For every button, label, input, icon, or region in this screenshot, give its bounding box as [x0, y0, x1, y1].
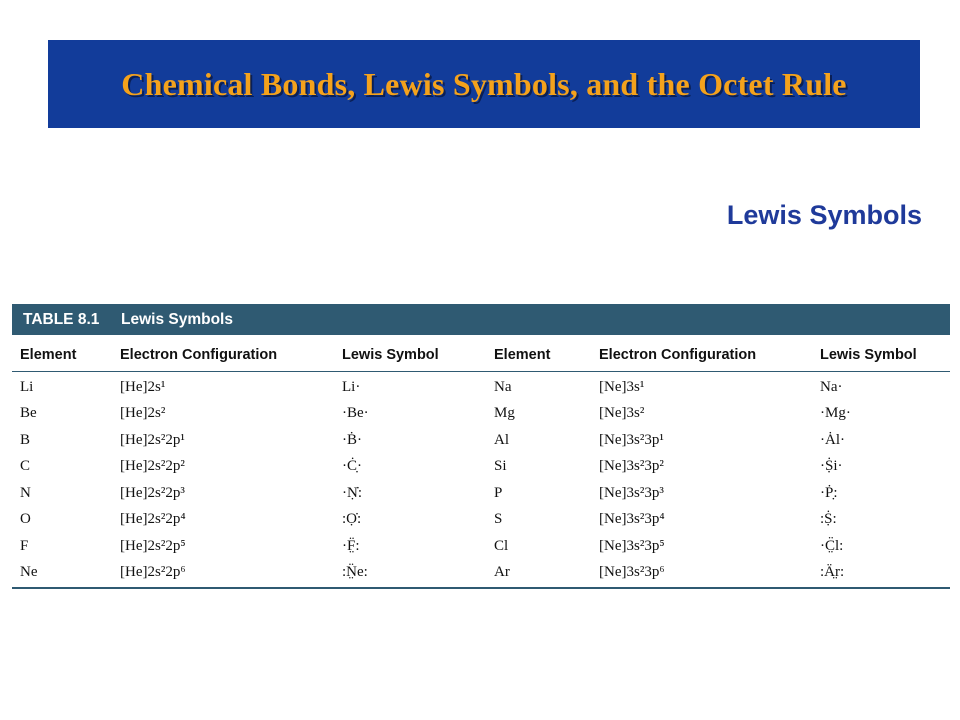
- config-cell: [He]2s²2p⁵: [120, 537, 186, 554]
- element-cell: C: [20, 458, 31, 475]
- column-header: Lewis Symbol: [342, 335, 494, 372]
- table-row: [12, 372, 950, 401]
- config-cell: [Ne]3s²3p³: [599, 484, 664, 501]
- config-cell: [Ne]3s²3p¹: [599, 431, 664, 448]
- lewis-symbol-cell: :Ọ̇:: [342, 511, 362, 528]
- element-cell: Si: [494, 458, 507, 475]
- lewis-symbol-cell: ·C̤̈l:: [820, 537, 844, 554]
- table-caption: Lewis Symbols: [121, 310, 233, 328]
- config-cell: [He]2s²2p²: [120, 458, 185, 475]
- lewis-symbol-cell: Li·: [342, 378, 361, 395]
- lewis-symbols-table: [12, 304, 950, 589]
- element-cell: F: [20, 537, 29, 554]
- lewis-symbol-cell: ·Ṇ̇:: [342, 484, 362, 501]
- config-cell: [Ne]3s²3p²: [599, 458, 664, 475]
- element-cell: Cl: [494, 537, 509, 554]
- element-cell: N: [20, 484, 31, 501]
- table-row: [12, 454, 950, 481]
- element-cell: Li: [20, 378, 34, 395]
- config-cell: [Ne]3s¹: [599, 378, 645, 395]
- table-row: [12, 480, 950, 507]
- element-cell: Mg: [494, 405, 515, 422]
- config-cell: [He]2s²2p¹: [120, 431, 185, 448]
- table-number: TABLE 8.1: [23, 310, 100, 328]
- config-cell: [He]2s²2p³: [120, 484, 185, 501]
- lewis-symbol-cell: ·F̤̈:: [342, 537, 360, 554]
- lewis-symbol-cell: ·Be·: [342, 405, 369, 422]
- column-header: Lewis Symbol: [820, 335, 950, 372]
- element-cell: B: [20, 431, 31, 448]
- config-cell: [He]2s²: [120, 405, 166, 422]
- lewis-symbol-cell: :Ä̤r:: [820, 564, 845, 581]
- element-cell: Be: [20, 405, 37, 422]
- config-cell: [Ne]3s²: [599, 405, 645, 422]
- element-cell: Na: [494, 378, 512, 395]
- lewis-symbol-cell: :N̤̈e:: [342, 564, 368, 581]
- lewis-symbol-cell: Na·: [820, 378, 843, 395]
- table-row: [12, 533, 950, 560]
- column-header: Electron Configuration: [599, 335, 820, 372]
- table-row: [12, 401, 950, 428]
- lewis-symbol-cell: ·Ċ̣·: [342, 458, 362, 475]
- column-header: Element: [494, 335, 599, 372]
- column-header: Element: [12, 335, 120, 372]
- element-cell: Ne: [20, 564, 38, 581]
- lewis-symbol-cell: ·Ṩi·: [820, 458, 843, 475]
- lewis-symbol-cell: ·Ḃ·: [342, 431, 362, 448]
- config-cell: [Ne]3s²3p⁴: [599, 511, 665, 528]
- table-caption-bar: [12, 304, 950, 335]
- config-cell: [Ne]3s²3p⁶: [599, 564, 665, 581]
- lewis-symbol-cell: ·Ṗ̣:: [820, 484, 838, 501]
- config-cell: [Ne]3s²3p⁵: [599, 537, 665, 554]
- element-cell: Ar: [494, 564, 510, 581]
- slide-title: Chemical Bonds, Lewis Symbols, and the Octet Rule: [121, 65, 847, 102]
- slide-subtitle: Lewis Symbols: [726, 200, 922, 230]
- data-table: [12, 335, 950, 586]
- lewis-symbol-cell: ·Mg·: [820, 405, 851, 422]
- column-header: Electron Configuration: [120, 335, 342, 372]
- table-row: [12, 560, 950, 587]
- element-cell: P: [494, 484, 503, 501]
- lewis-symbol-cell: ·Ȧl·: [820, 431, 845, 448]
- element-cell: S: [494, 511, 503, 528]
- element-cell: Al: [494, 431, 509, 448]
- table-header-row: [12, 335, 950, 372]
- element-cell: O: [20, 511, 31, 528]
- table-bottom-rule: [12, 586, 950, 589]
- config-cell: [He]2s¹: [120, 378, 166, 395]
- config-cell: [He]2s²2p⁴: [120, 511, 186, 528]
- config-cell: [He]2s²2p⁶: [120, 564, 186, 581]
- lewis-symbol-cell: :Ṩ:: [820, 511, 837, 528]
- table-row: [12, 427, 950, 454]
- table-row: [12, 507, 950, 534]
- title-banner: [48, 40, 920, 128]
